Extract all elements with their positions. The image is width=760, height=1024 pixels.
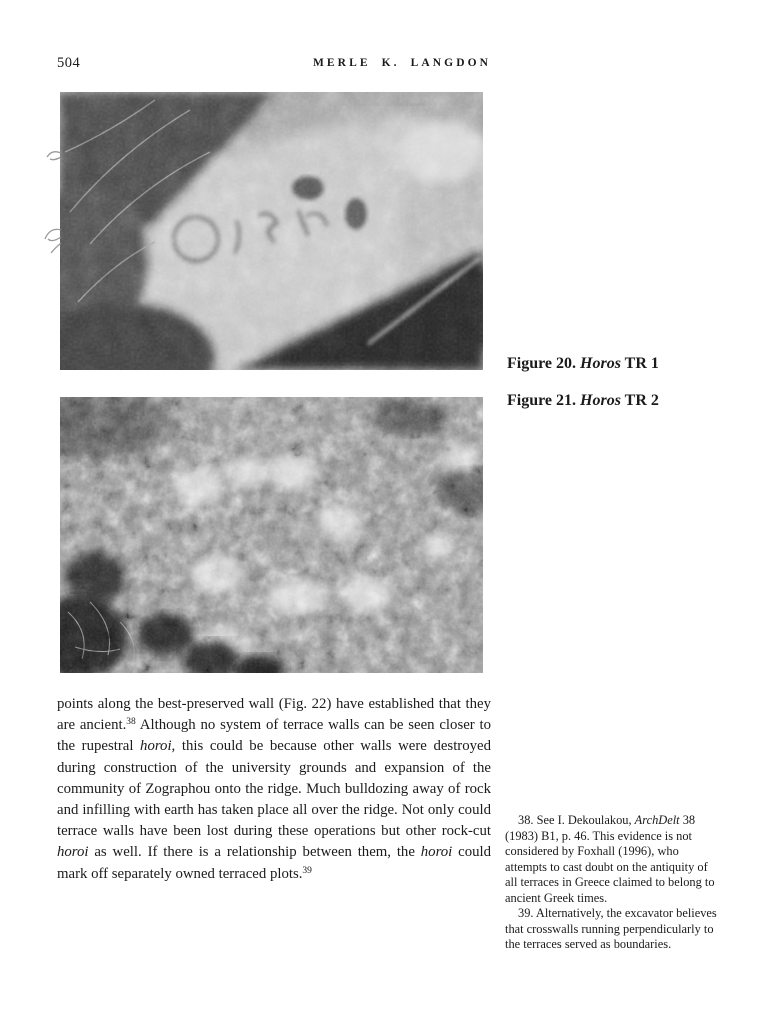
body-paragraph: points along the best-preserved wall (Fig. 22) have established that they are ancient.$^{38}$ Although no system of terrace walls can be seen closer to the rupestral horoi, this could be because other walls were destroyed during construction of the university grounds and expansion of the community of Zographou onto the ridge. Much bulldozing away of rock and infilling with earth has taken place all over the ridge. Not only could terrace walls have been lost during these operations but other rock-cut horoi as well. If there is a relationship between them, the horoi could mark off separately owned terraced plots.$^{39}$ <box>57 696 492 882</box>
footnote-38: 38. See I. Dekoulakou, ArchDelt 38 (1983) B1, p. 46. This evidence is not considered by Foxhall (1996), who attempts to cast doubt on the antiquity of all terraces in Greece claimed to belong to ancient Greek times. <box>505 813 715 905</box>
vegetation-overhang <box>40 135 62 255</box>
figure-21-photo <box>60 397 483 673</box>
figure-21-caption: Figure 21. Horos TR 2 <box>507 392 659 409</box>
figure-20-photo <box>60 92 483 370</box>
page-number: 504 <box>57 55 81 71</box>
running-head: MERLE K. LANGDON <box>312 57 492 69</box>
footnote-39: 39. Alternatively, the excavator believes that crosswalls running perpendicularly to the terraces served as boundaries. <box>505 906 717 951</box>
footnotes <box>505 813 717 953</box>
figure-20-caption: Figure 20. Horos TR 1 <box>507 355 659 372</box>
